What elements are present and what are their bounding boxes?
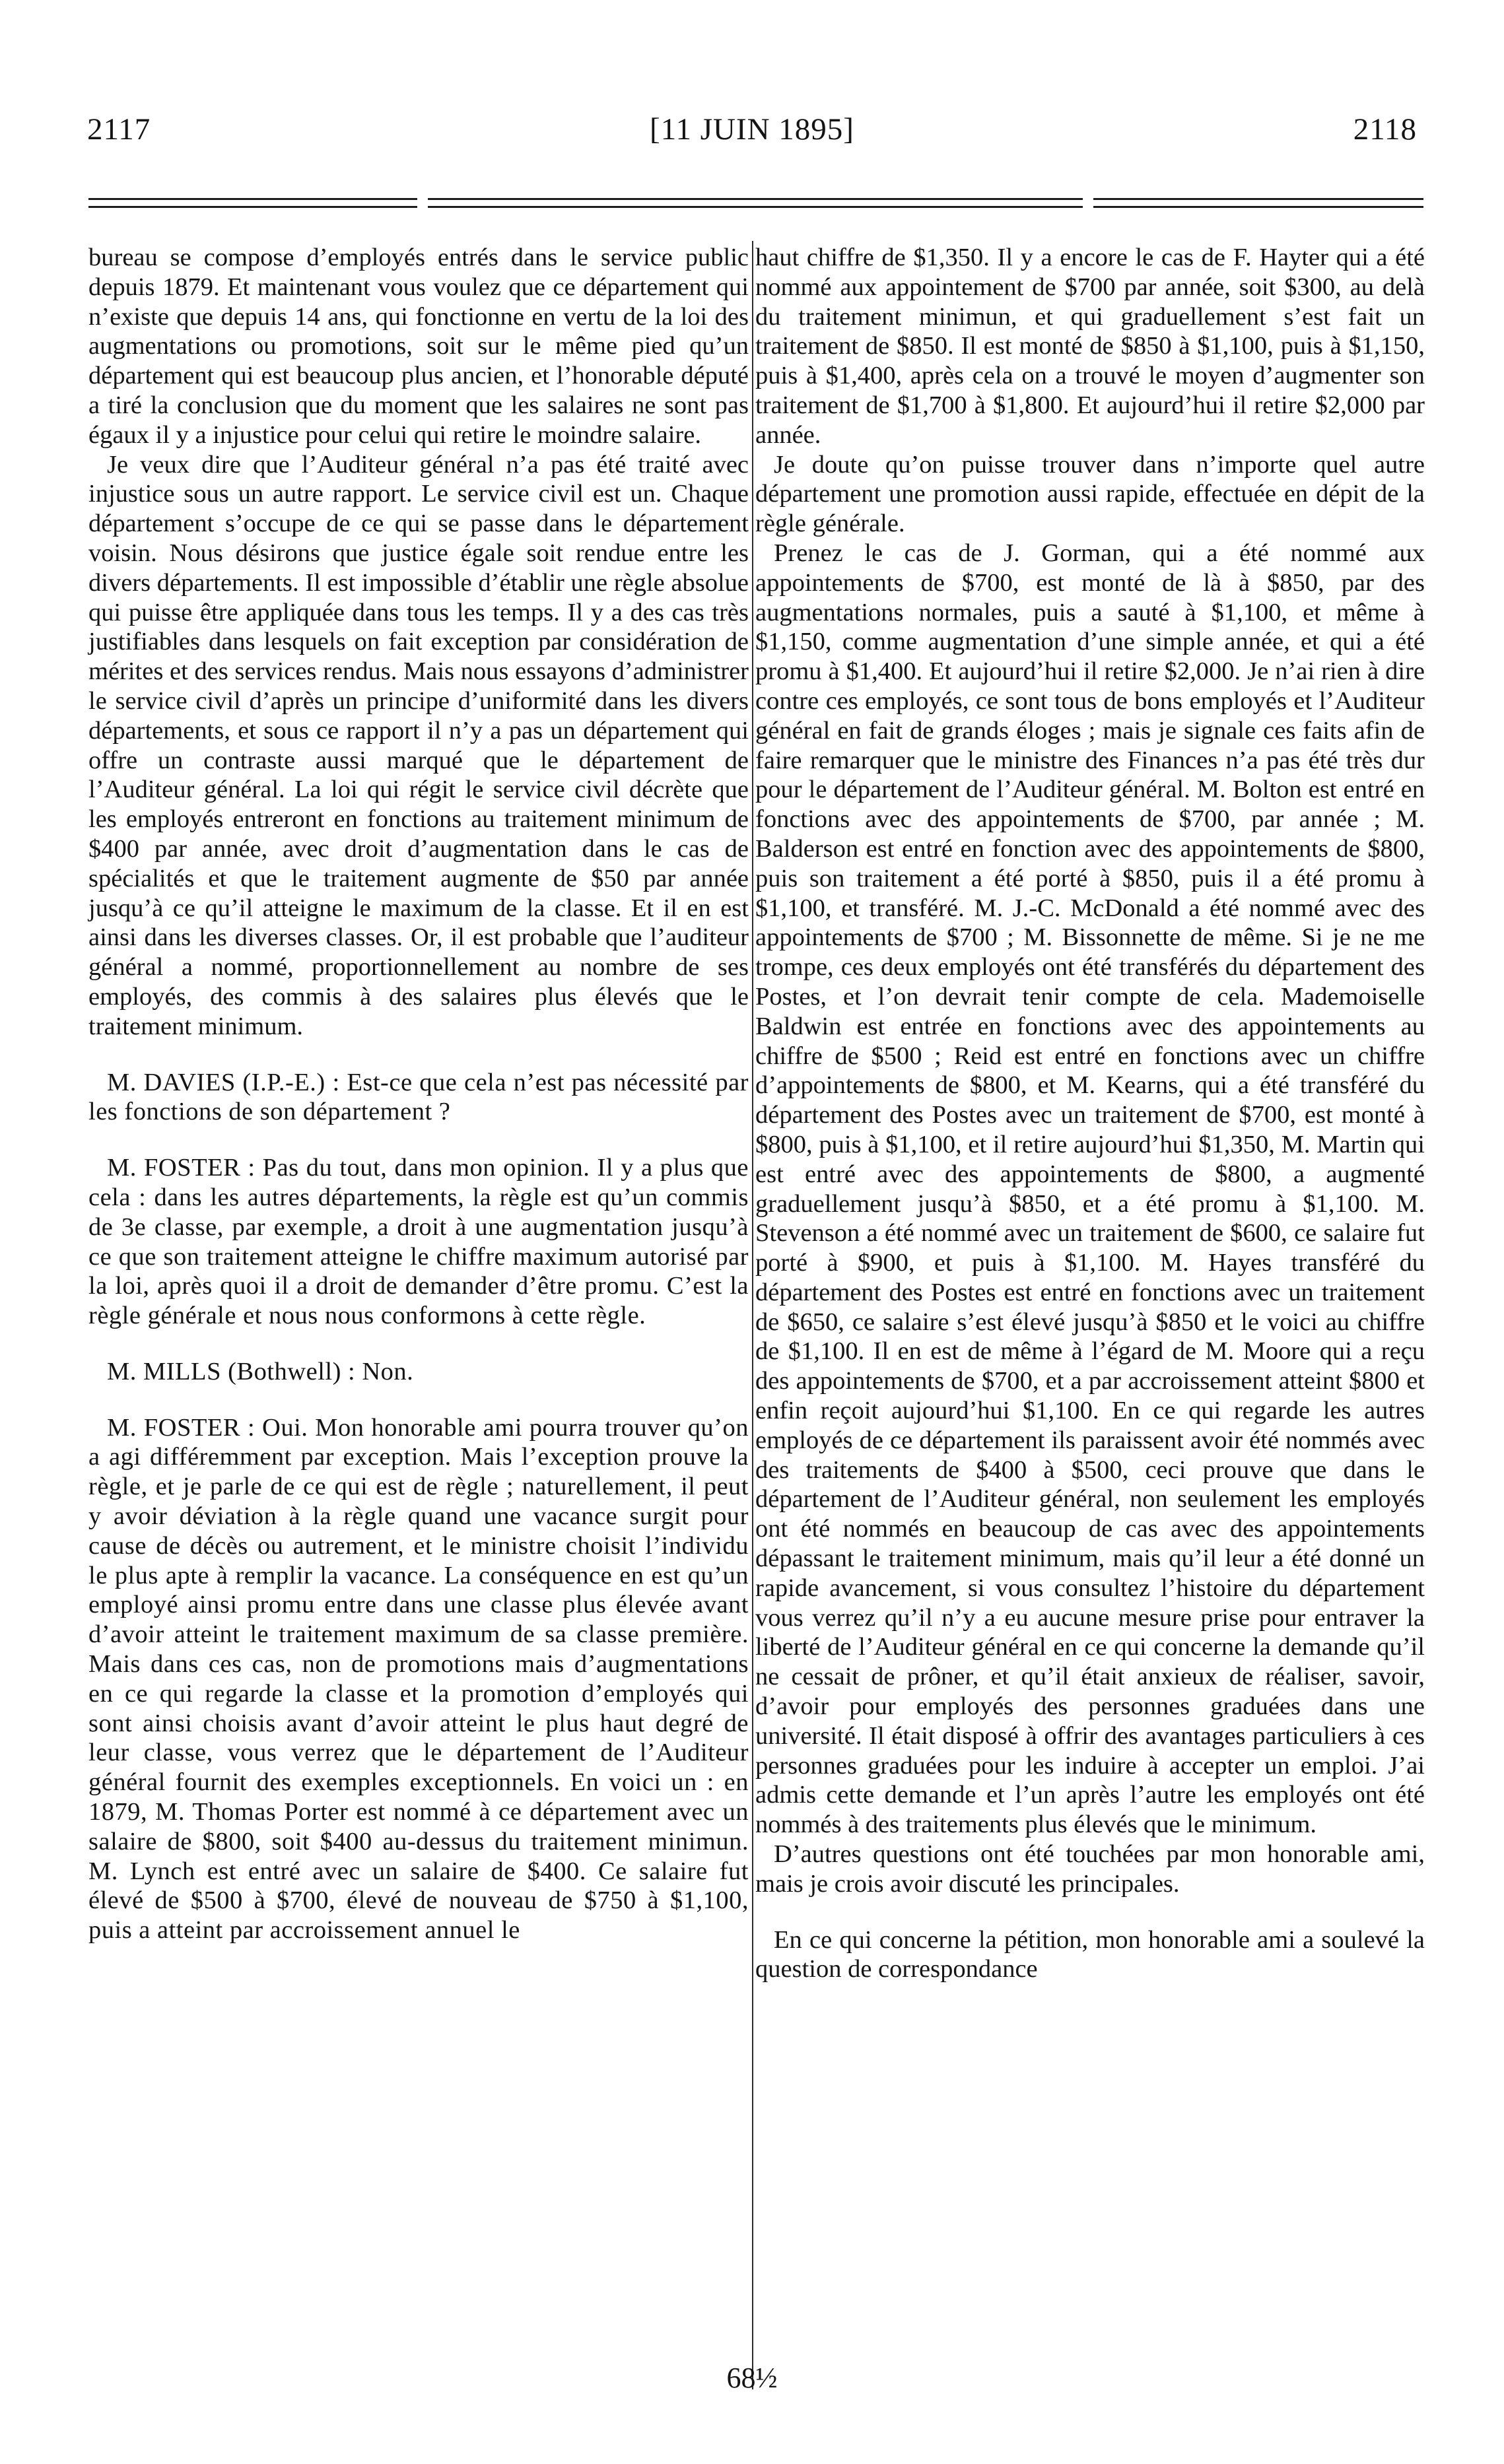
speech-foster: M. FOSTER : Pas du tout, dans mon opinion. Il y a plus que cela : dans les autres départements, la règle est qu’un commis de 3e classe, par exemple, a droit à une augmentation jusqu’à ce que son traitement atteigne le chiffre maximum autorisé par la loi, après quoi il a droit de demander d’être promu. C’est la règle générale et nous nous conformons à cette règle. [88,1154,749,1330]
page-folio: 68½ [726,2362,778,2394]
column-number-right: 2118 [1353,112,1417,147]
header-rule-center-bottom [428,206,1083,208]
header-rule-left-top [88,198,417,200]
header-rule-right-bottom [1093,206,1423,208]
left-text-column [88,243,749,1945]
paragraph: bureau se compose d’employés entrés dans le service public depuis 1879. Et maintenant vous voulez que ce département qui n’existe que depuis 14 ans, qui fonctionne en vertu de la loi des augmentations ou promotions, soit sur le même pied qu’un département qui est beaucoup plus ancien, et l’honorable député a tiré la conclusion que du moment que les salaires ne sont pas égaux il y a injustice pour celui qui retire le moindre salaire. [88,244,749,449]
right-text-column [755,243,1425,1984]
speech-davies: M. DAVIES (I.P.-E.) : Est-ce que cela n’est pas nécessité par les fonctions de son département ? [88,1068,749,1126]
speech-foster-reply: M. FOSTER : Oui. Mon honorable ami pourra trouver qu’on a agi différemment par exception. Mais l’exception prouve la règle, et je parle de ce qui est de règle ; naturellement, il peut y avoir déviation à la règle quand une vacance surgit pour cause de décès ou autrement, et le ministre choisit l’individu le plus apte à remplir la vacance. La conséquence en est qu’un employé ainsi promu entre dans une classe plus élevée avant d’avoir atteint le traitement maximum de sa classe première. Mais dans ces cas, non de promotions mais d’augmentations en ce qui regarde la classe et la promotion d’employés qui sont ainsi choisis avant d’avoir atteint le plus haut degré de leur classe, vous verrez que le département de l’Auditeur général fournit des exemples exceptionnels. En voici un : en 1879, M. Thomas Porter est nommé à ce département avec un salaire de $800, soit $400 au-dessus du traitement minimun. M. Lynch est entré avec un salaire de $400. Ce salaire fut élevé de $500 à $700, élevé de nouveau de $750 à $1,100, puis a atteint par accroissement annuel le [88,1413,749,1945]
header-rule-center-top [428,198,1083,200]
sitting-date: [11 JUIN 1895] [650,112,854,147]
paragraph: Je veux dire que l’Auditeur général n’a pas été traité avec injustice sous un autre rapport. Le service civil est un. Chaque département s’occupe de ce qui se passe dans le département voisin. Nous désirons que justice égale soit rendue entre les divers départements. Il est impossible d’établir une règle absolue qui puisse être appliquée dans tous les temps. Il y a des cas très justifiables dans lesquels on fait exception par considération de mérites et des services rendus. Mais nous essayons d’administrer le service civil d’après un principe d’uniformité dans les divers départements, et sous ce rapport il n’y a pas un département qui offre un contraste aussi marqué que le département de l’Auditeur général. La loi qui régit le service civil décrète que les employés entreront en fonctions au traitement minimum de $400 par année, avec droit d’augmentation dans le cas de spécialités et que le traitement augmente de $50 par année jusqu’à ce qu’il atteigne le maximum de la classe. Et il en est ainsi dans les diverses classes. Or, il est probable que l’auditeur général a nommé, proportionnellement au nombre de ses employés, des commis à des salaires plus élevés que le traitement minimum. [88,450,749,1040]
paragraph: Je doute qu’on puisse trouver dans n’importe quel autre département une promotion aussi rapide, effectuée en dépit de la règle générale. [755,450,1425,538]
header-rule-right-top [1093,198,1423,200]
paragraph: D’autres questions ont été touchées par mon honorable ami, mais je crois avoir discuté les principales. [755,1840,1425,1898]
speech-mills: M. MILLS (Bothwell) : Non. [107,1357,414,1385]
paragraph: Prenez le cas de J. Gorman, qui a été nommé aux appointements de $700, est monté de là à $850, par des augmentations normales, puis a sauté à $1,100, et même à $1,150, comme augmentation d’une simple année, et qui a été promu à $1,400. Et aujourd’hui il retire $2,000. Je n’ai rien à dire contre ces employés, ce sont tous de bons employés et l’Auditeur général en fait de grands éloges ; mais je signale ces faits afin de faire remarquer que le ministre des Finances n’a pas été très dur pour le département de l’Auditeur général. M. Bolton est entré en fonctions avec des appointements de $700, par année ; M. Balderson est entré en fonction avec des appointements de $800, puis son traitement a été porté à $850, puis il a été promu à $1,100, et transféré. M. J.-C. McDonald a été nommé avec des appointements de $700 ; M. Bissonnette de même. Si je ne me trompe, ces deux employés ont été transférés du département des Postes, et l’on devrait tenir compte de cela. Mademoiselle Baldwin est entrée en fonctions avec des appointements au chiffre de $500 ; Reid est entré en fonctions avec un chiffre d’appointements de $800, et M. Kearns, qui a été transféré du département des Postes avec un traitement de $700, est monté à $800, puis à $1,100, et il retire aujourd’hui $1,350, M. Martin qui est entré avec des appointements de $800, a augmenté graduellement jusqu’à $850, et a été promu à $1,100. M. Stevenson a été nommé avec un traitement de $600, ce salaire fut porté à $900, et puis à $1,100. M. Hayes transféré du département des Postes est entré en fonctions avec un traitement de $650, ce salaire s’est élevé jusqu’à $850 et le voici au chiffre de $1,100. Il en est de même à l’égard de M. Moore qui a reçu des appointements de $700, et a par accroissement atteint $800 et enfin reçoit aujourd’hui $1,100. En ce qui regarde les autres employés de ce département ils paraissent avoir été nommés avec des traitements de $400 à $500, ceci prouve que dans le département de l’Auditeur général, non seulement les employés ont été nommés en beaucoup de cas avec des appointements dépassant le traitement minimum, mais qu’il leur a été donné un rapide avancement, si vous consultez l’histoire du département vous verrez qu’il n’y a eu aucune mesure prise pour entraver la liberté de l’Auditeur général en ce qui concerne la demande qu’il ne cessait de prôner, et qu’il était anxieux de réaliser, savoir, d’avoir pour employés des personnes graduées dans une université. Il était disposé à offrir des avantages particuliers à ces personnes graduées pour les induire à accepter un emploi. J’ai admis cette demande et l’un après l’autre les employés ont été nommés à des traitements plus élevés que le minimum. [755,539,1425,1839]
paragraph: En ce qui concerne la pétition, mon honorable ami a soulevé la question de correspondance [755,1925,1425,1983]
header-rule-left-bottom [88,206,417,208]
column-divider [752,241,753,2389]
paragraph: haut chiffre de $1,350. Il y a encore le cas de F. Hayter qui a été nommé aux appointement de $700 par année, soit $300, au delà du traitement minimun, et qui graduellement s’est fait un traitement de $850. Il est monté de $850 à $1,100, puis à $1,150, puis à $1,400, après cela on a trouvé le moyen d’augmenter son traitement de $1,700 à $1,800. Et aujourd’hui il retire $2,000 par année. [755,244,1425,449]
column-number-left: 2117 [87,112,151,147]
